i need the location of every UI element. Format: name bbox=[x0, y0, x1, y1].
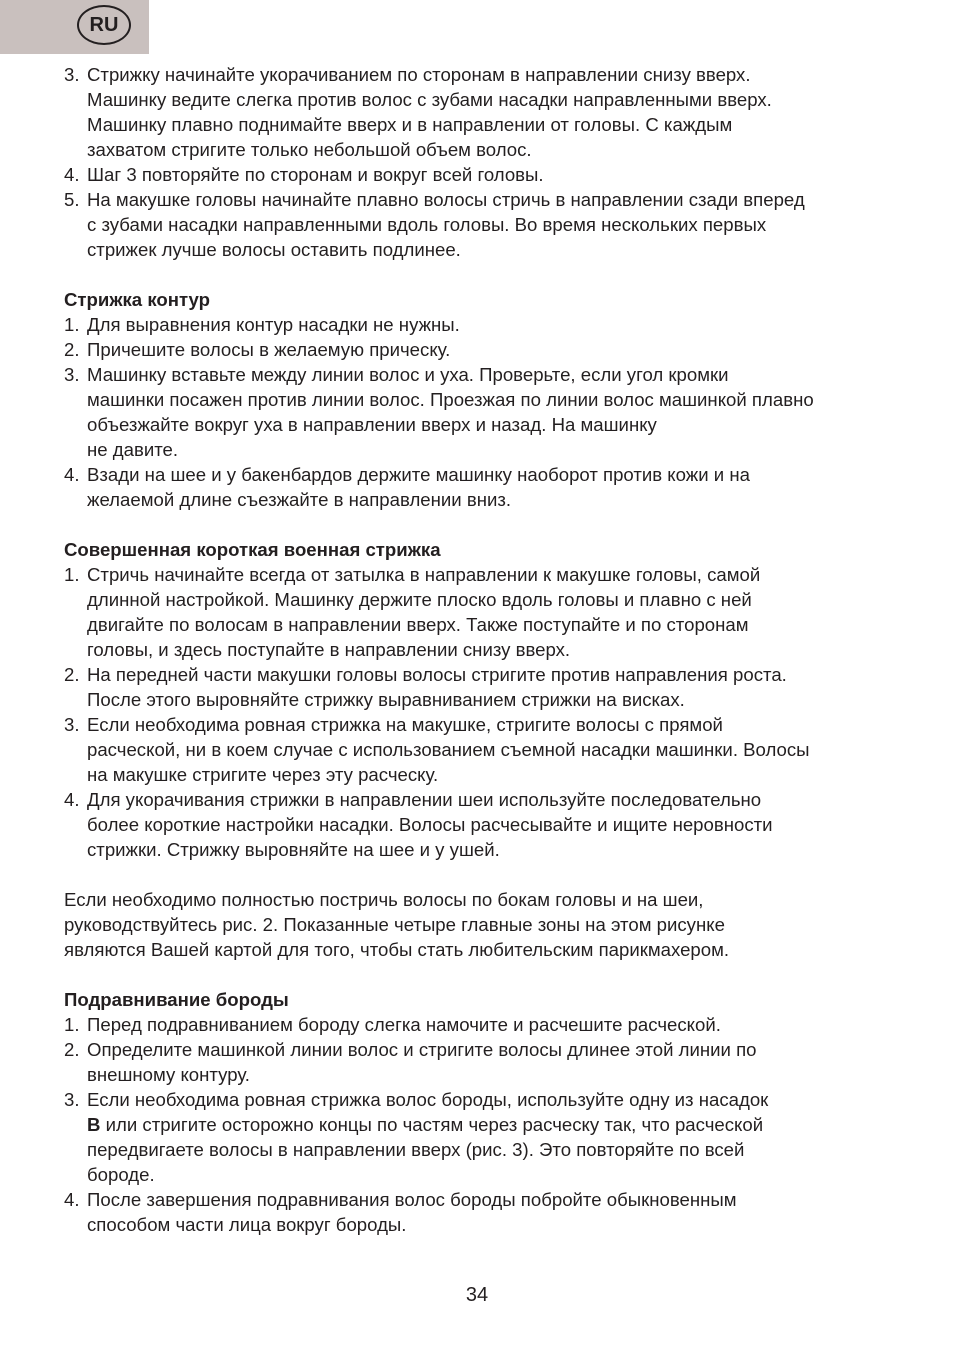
list-item-line: более короткие настройки насадки. Волосы расчесывайте и ищите неровности bbox=[87, 814, 773, 835]
paragraph-gap bbox=[64, 512, 899, 537]
list-item-text bbox=[87, 1087, 899, 1187]
page-number: 34 bbox=[465, 1284, 489, 1306]
list-item-number: 4. bbox=[64, 464, 80, 485]
list-item-line: двигайте по волосам в направлении вверх. Также поступайте и по сторонам bbox=[87, 614, 749, 635]
list-item-text bbox=[87, 337, 899, 362]
list-item-line: Машинку ведите слегка против волос с зубами насадки направленными вверх. bbox=[87, 89, 772, 110]
list-item-line: передвигаете волосы в направлении вверх (рис. 3). Это повторяйте по всей bbox=[87, 1139, 745, 1160]
list-item-text bbox=[87, 662, 899, 712]
list-item-number: 3. bbox=[64, 64, 80, 85]
list-item bbox=[64, 312, 899, 337]
list-item-number: 4. bbox=[64, 1189, 80, 1210]
list-item-line: расческой, ни в коем случае с использованием съемной насадки машинки. Волосы bbox=[87, 739, 810, 760]
list-item-line: машинки посажен против линии волос. Проезжая по линии волос машинкой плавно bbox=[87, 389, 814, 410]
list-item-line: Определите машинкой линии волос и стригите волосы длинее этой линии по bbox=[87, 1039, 757, 1060]
list-item bbox=[64, 362, 899, 462]
section-heading: Подравнивание бороды bbox=[64, 989, 289, 1010]
list-item-text bbox=[87, 312, 899, 337]
paragraph-line: Если необходимо полностью постричь волосы по бокам головы и на шеи, bbox=[64, 889, 704, 910]
list-item bbox=[64, 662, 899, 712]
list-item-number: 2. bbox=[64, 339, 80, 360]
list-item-number: 1. bbox=[64, 564, 80, 585]
paragraph-gap bbox=[64, 262, 899, 287]
list-item-line: Перед подравниванием бороду слегка намочите и расчешите расческой. bbox=[87, 1014, 721, 1035]
list-item-line: Если необходима ровная стрижка волос бороды, используйте одну из насадок bbox=[87, 1089, 769, 1110]
paragraph bbox=[64, 887, 899, 962]
list-item-line: бороде. bbox=[87, 1164, 155, 1185]
list-item bbox=[64, 1012, 899, 1037]
list-item-number: 3. bbox=[64, 1089, 80, 1110]
list-item-line: стрижек лучше волосы оставить подлинее. bbox=[87, 239, 461, 260]
list-item-number: 3. bbox=[64, 714, 80, 735]
list-item-number: 2. bbox=[64, 1039, 80, 1060]
list-item-number: 1. bbox=[64, 314, 80, 335]
list-item-line: Для выравнения контур насадки не нужны. bbox=[87, 314, 460, 335]
section-heading: Совершенная короткая военная стрижка bbox=[64, 539, 441, 560]
list-item-number: 3. bbox=[64, 364, 80, 385]
list-item-line-rest: или стригите осторожно концы по частям через расческу так, что расческой bbox=[100, 1114, 764, 1135]
list-item-line: Взади на шее и у бакенбардов держите машинку наоборот против кожи и на bbox=[87, 464, 750, 485]
list-item-line: объезжайте вокруг уха в направлении вверх и назад. На машинку bbox=[87, 414, 657, 435]
list-item-text bbox=[87, 712, 899, 787]
list-item-line: Машинку плавно поднимайте вверх и в направлении от головы. С каждым bbox=[87, 114, 733, 135]
list-item-line: стрижки. Стрижку выровняйте на шее и у ушей. bbox=[87, 839, 500, 860]
list-item-number: 1. bbox=[64, 1014, 80, 1035]
list-item-text bbox=[87, 787, 899, 862]
list-item bbox=[64, 712, 899, 787]
list-item-number: 4. bbox=[64, 164, 80, 185]
paragraph-gap bbox=[64, 962, 899, 987]
list-item-line: не давите. bbox=[87, 439, 179, 460]
list-item bbox=[64, 62, 899, 162]
paragraph-gap bbox=[64, 862, 899, 887]
list-item bbox=[64, 1087, 899, 1187]
list-item bbox=[64, 787, 899, 862]
paragraph-line: являются Вашей картой для того, чтобы стать любительским парикмахером. bbox=[64, 939, 730, 960]
list-item-line: Если необходима ровная стрижка на макушке, стригите волосы с прямой bbox=[87, 714, 723, 735]
list-item-line: После завершения подравнивания волос бороды побройте обыкновенным bbox=[87, 1189, 737, 1210]
list-item-line: Шаг 3 повторяйте по сторонам и вокруг всей головы. bbox=[87, 164, 544, 185]
list-item-text bbox=[87, 362, 899, 462]
paragraph-line: руководствуйтесь рис. 2. Показанные четыре главные зоны на этом рисунке bbox=[64, 914, 725, 935]
list-item-line: внешному контуру. bbox=[87, 1064, 250, 1085]
list-item-line: длинной настройкой. Машинку держите плоско вдоль головы и плавно с ней bbox=[87, 589, 752, 610]
list-item-text bbox=[87, 1037, 899, 1087]
list-item-number: 5. bbox=[64, 189, 80, 210]
list-item-line: захватом стригите только небольшой объем волос. bbox=[87, 139, 532, 160]
document-body bbox=[64, 62, 899, 1237]
list-item bbox=[64, 1037, 899, 1087]
list-item-line: с зубами насадки направленными вдоль головы. Во время нескольких первых bbox=[87, 214, 767, 235]
list-item-line: Для укорачивания стрижки в направлении шеи используйте последовательно bbox=[87, 789, 762, 810]
list-item-line: Стричь начинайте всегда от затылка в направлении к макушке головы, самой bbox=[87, 564, 761, 585]
list-item-line: После этого выровняйте стрижку выравниванием стрижки на висках. bbox=[87, 689, 685, 710]
list-item-line: Стрижку начинайте укорачиванием по сторонам в направлении снизу вверх. bbox=[87, 64, 751, 85]
list-item-line: желаемой длине съезжайте в направлении вниз. bbox=[87, 489, 512, 510]
list-item-text bbox=[87, 1012, 899, 1037]
list-item-line: Причешите волосы в желаемую прическу. bbox=[87, 339, 451, 360]
list-item-line: способом части лица вокруг бороды. bbox=[87, 1214, 407, 1235]
language-badge: RU bbox=[77, 5, 131, 45]
list-item bbox=[64, 462, 899, 512]
list-item-line: На передней части макушки головы волосы стригите против направления роста. bbox=[87, 664, 787, 685]
list-item-line: на макушке стригите через эту расческу. bbox=[87, 764, 439, 785]
list-item-number: 2. bbox=[64, 664, 80, 685]
list-item-number: 4. bbox=[64, 789, 80, 810]
list-item-text bbox=[87, 462, 899, 512]
list-item-line: головы, и здесь поступайте в направлении снизу вверх. bbox=[87, 639, 571, 660]
section-heading: Стрижка контур bbox=[64, 289, 210, 310]
list-item-text bbox=[87, 162, 899, 187]
list-item-text bbox=[87, 562, 899, 662]
list-item bbox=[64, 162, 899, 187]
list-item-line: Машинку вставьте между линии волос и уха. Проверьте, если угол кромки bbox=[87, 364, 729, 385]
list-item bbox=[64, 187, 899, 262]
list-item-line bbox=[87, 1112, 899, 1137]
list-item-text bbox=[87, 62, 899, 162]
list-item-line: На макушке головы начинайте плавно волосы стричь в направлении сзади вперед bbox=[87, 189, 805, 210]
list-item-text bbox=[87, 187, 899, 262]
list-item bbox=[64, 337, 899, 362]
list-item-text bbox=[87, 1187, 899, 1237]
list-item bbox=[64, 1187, 899, 1237]
list-item bbox=[64, 562, 899, 662]
attachment-letter: B bbox=[87, 1114, 101, 1135]
